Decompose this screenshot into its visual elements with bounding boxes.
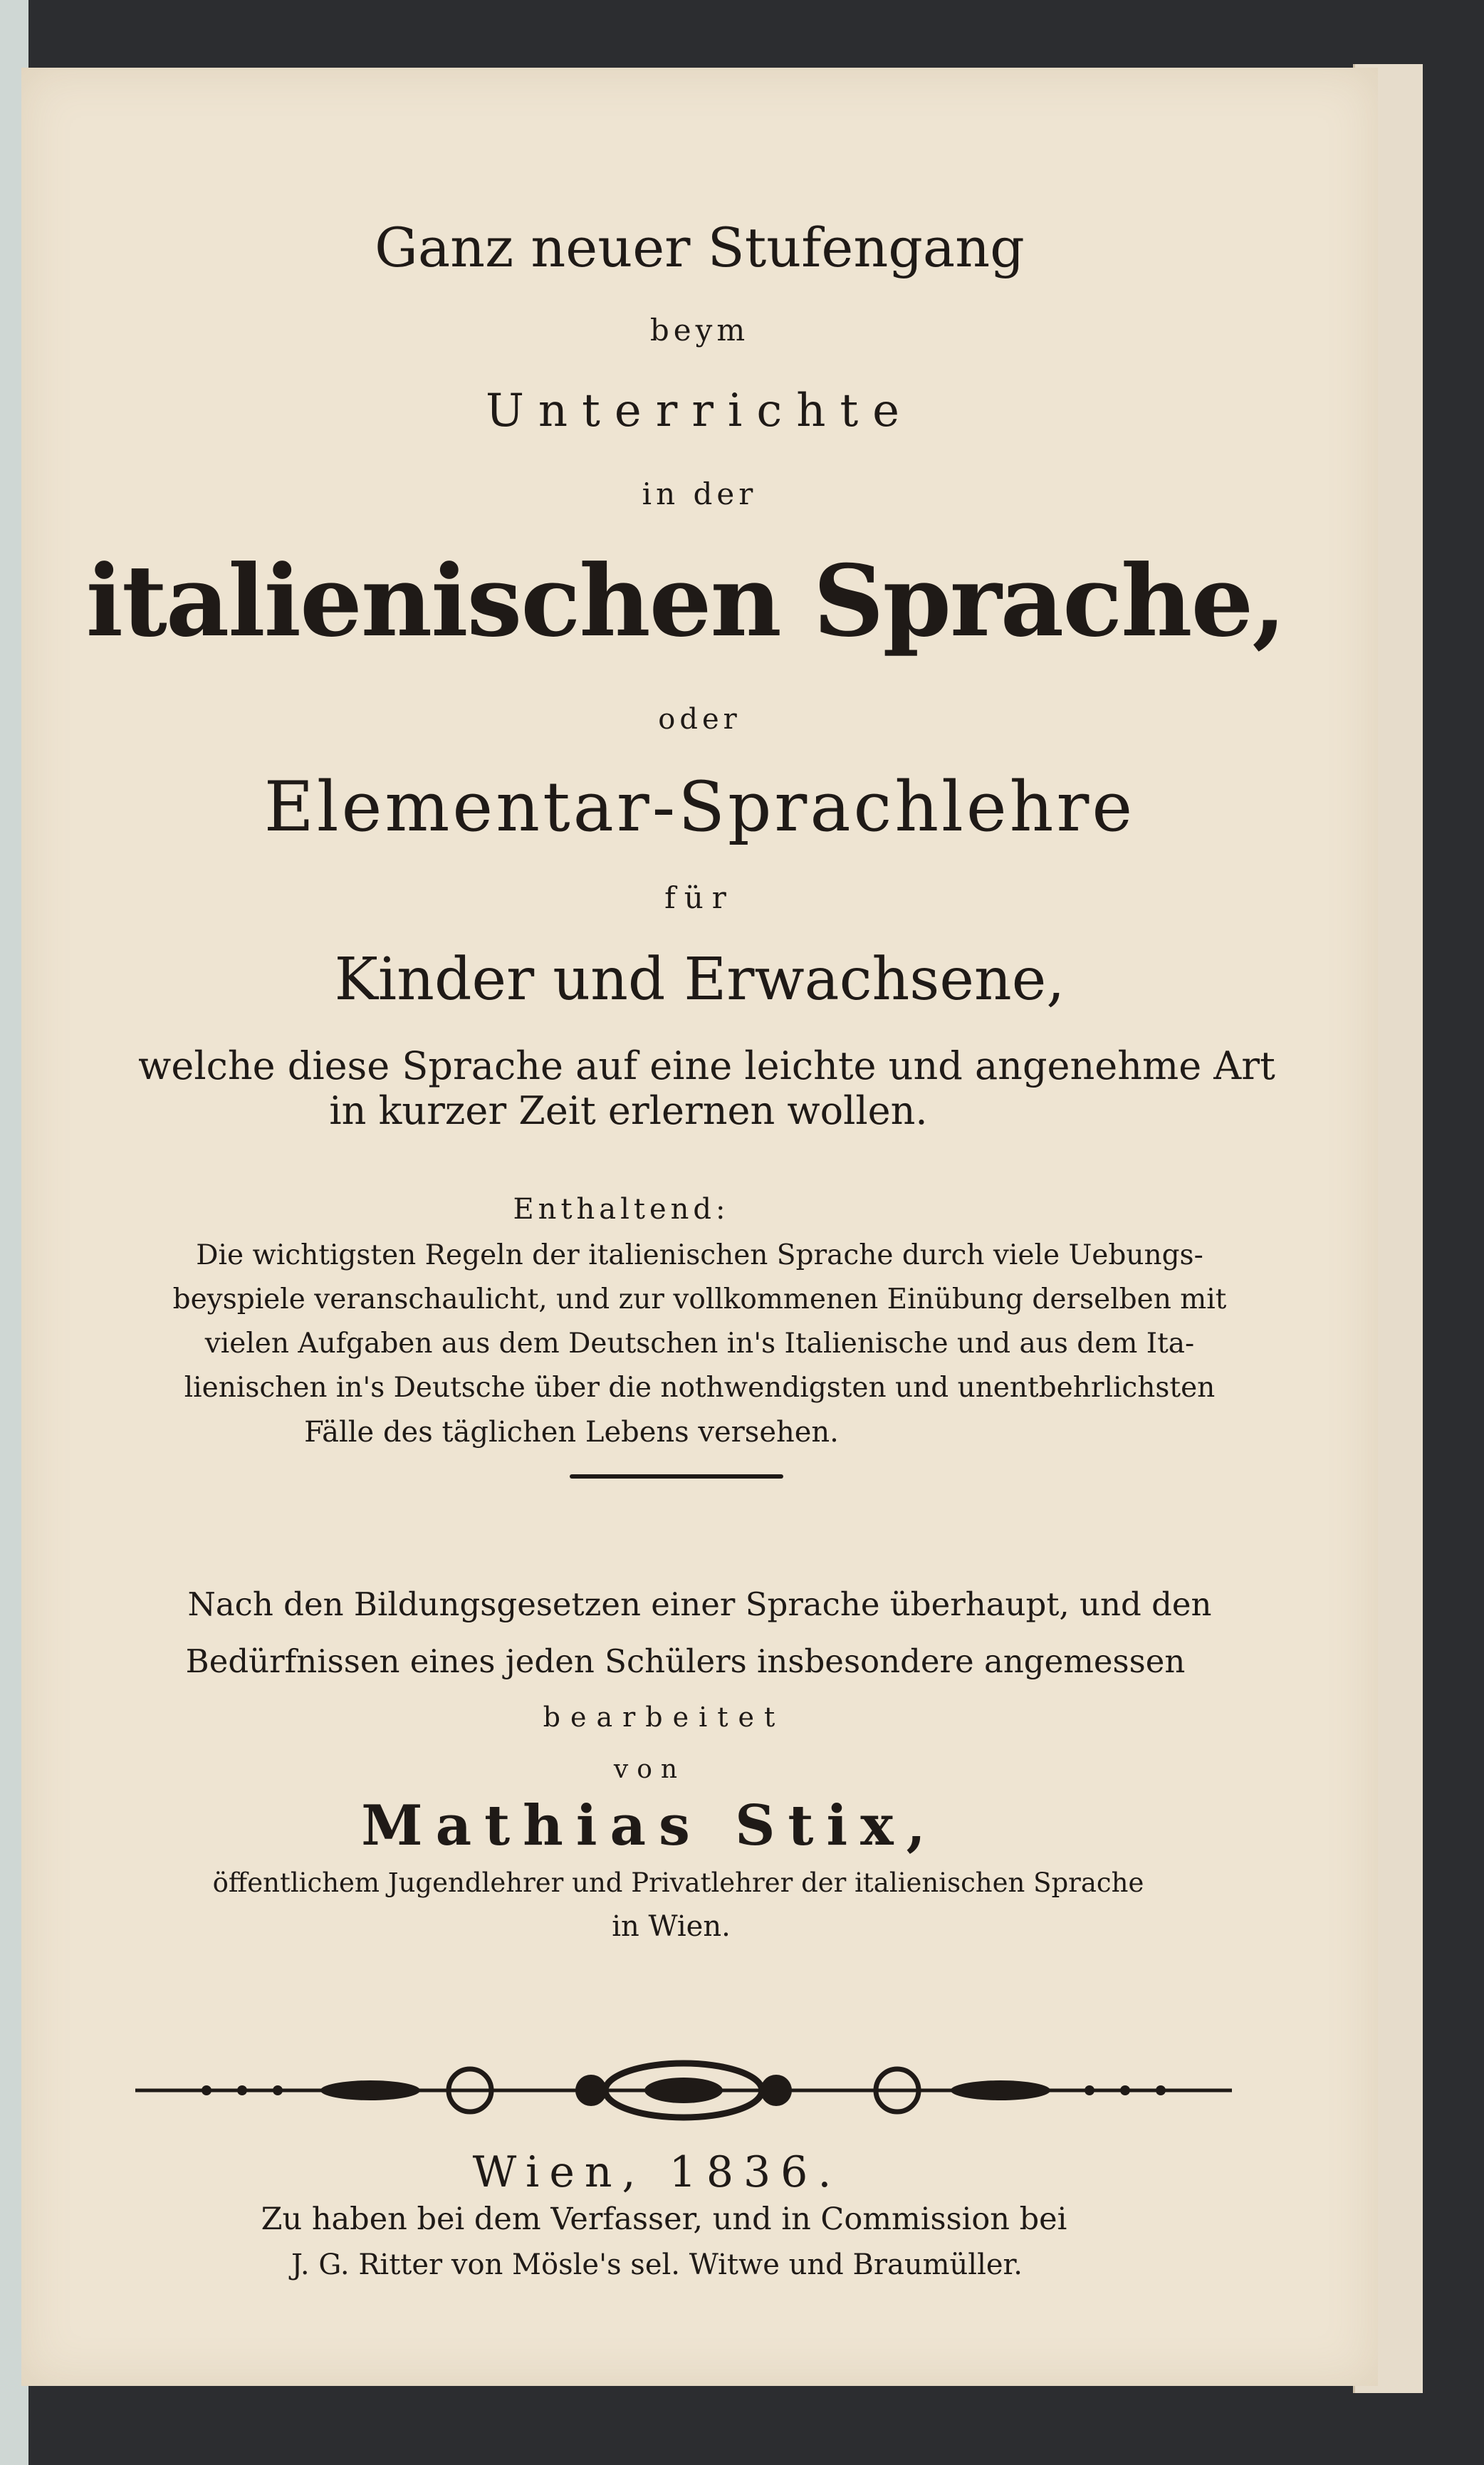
- author-city: in Wien.: [612, 1910, 731, 1943]
- description-line-2: in kurzer Zeit erlernen wollen.: [329, 1088, 928, 1133]
- contents-line-3: vielen Aufgaben aus dem Deutschen in's Italienische und aus dem Ita-: [204, 1328, 1195, 1360]
- imprint-place-year: Wien, 1836.: [472, 2147, 842, 2197]
- method-line-2: Bedürfnissen eines jeden Schülers insbesondere angemessen: [185, 1642, 1186, 1680]
- method-line-1: Nach den Bildungsgesetzen einer Sprache überhaupt, und den: [187, 1585, 1212, 1623]
- contents-label: Enthaltend:: [513, 1193, 730, 1226]
- contents-line-1: Die wichtigsten Regeln der italienischen Sprache durch viele Uebungs-: [196, 1239, 1203, 1271]
- subtitle: Elementar-Sprachlehre: [263, 767, 1136, 847]
- author-name: Mathias Stix,: [361, 1793, 939, 1858]
- publisher-line-2: J. G. Ritter von Mösle's sel. Witwe und Braumüller.: [291, 2248, 1023, 2281]
- publisher-line-1: Zu haben bei dem Verfasser, und in Commission bei: [261, 2201, 1067, 2237]
- title-line-3: Unterrichte: [485, 385, 914, 437]
- title-line-8: für: [664, 880, 735, 915]
- ornamental-border: [135, 2058, 1232, 2122]
- title-page: [21, 68, 1378, 2386]
- contents-line-2: beyspiele veranschaulicht, und zur vollkommenen Einübung derselben mit: [172, 1283, 1227, 1315]
- contents-line-5: Fälle des täglichen Lebens versehen.: [304, 1416, 839, 1449]
- edited-label: bearbeitet: [543, 1701, 785, 1733]
- by-label: von: [613, 1755, 686, 1784]
- description-line-1: welche diese Sprache auf eine leichte und angenehme Art: [138, 1043, 1275, 1088]
- audience-line: Kinder und Erwachsene,: [334, 946, 1065, 1013]
- contents-line-4: lienischen in's Deutsche über die nothwendigsten und unentbehrlichsten: [184, 1372, 1216, 1404]
- title-line-6: oder: [658, 703, 741, 736]
- title-line-1: Ganz neuer Stufengang: [375, 216, 1025, 279]
- title-line-2: beym: [649, 313, 750, 348]
- main-title: italienischen Sprache,: [85, 543, 1285, 659]
- title-line-4: in der: [642, 476, 758, 511]
- author-role: öffentlichem Jugendlehrer und Privatlehrer der italienischen Sprache: [212, 1867, 1144, 1898]
- divider-rule: [570, 1474, 783, 1479]
